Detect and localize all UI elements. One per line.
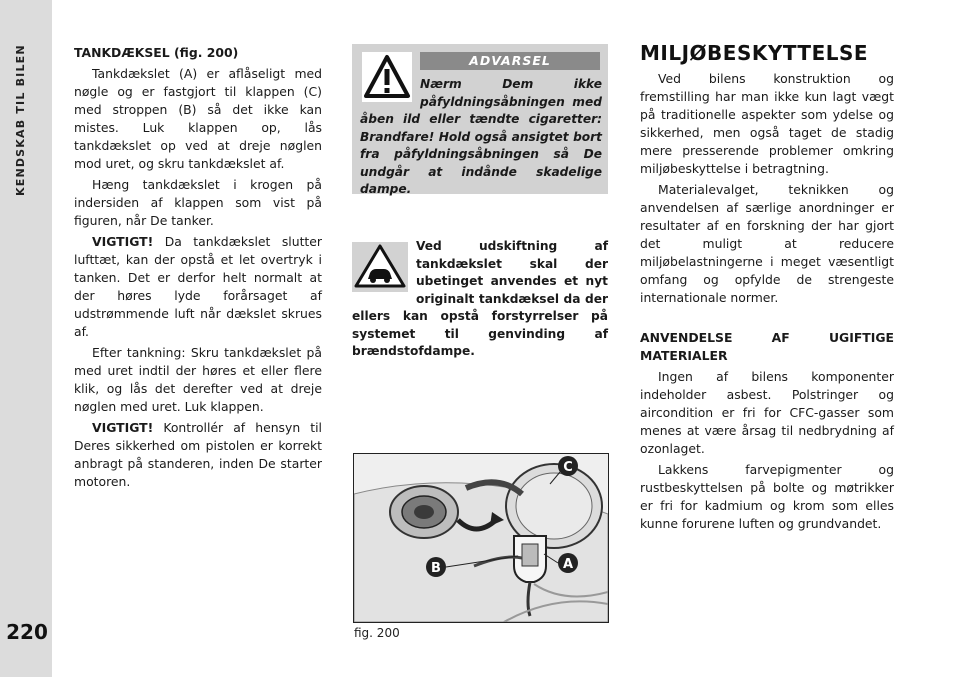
section-title: KENDSKAB TIL BILEN — [14, 44, 27, 196]
callout-b-label: B — [431, 561, 441, 576]
environment-heading: MILJØBESKYTTELSE — [640, 41, 869, 65]
non-toxic-materials-heading: ANVENDELSE AF UGIFTIGE MATERIALER — [640, 330, 894, 363]
callout-c-label: C — [563, 460, 573, 475]
fuel-cap-illustration — [354, 454, 608, 622]
figure-fuel-cap — [353, 453, 609, 623]
fuel-cap-heading: TANKDÆKSEL (fig. 200) — [74, 45, 239, 60]
side-strip — [0, 0, 52, 677]
important-text: Da tankdækslet slutter lufttæt, kan der opstå et let overtryk i tanken. Det er derfor helt normalt at der høres lyde forårsaget af udstrømmende luft når dækslet skrues af. — [74, 234, 322, 339]
warning-box — [352, 44, 608, 194]
page-number: 220 — [6, 620, 48, 644]
warning-title: ADVARSEL — [420, 52, 600, 70]
paragraph-fuel-cap-2: Hæng tankdækslet i krogen på indersiden af klappen som vist på figuren, når De tanker. — [74, 177, 322, 228]
figure-caption: fig. 200 — [354, 626, 400, 640]
warning-text: Nærm Dem ikke påfyldningsåbningen med åben ild eller tændte cigaretter: Brandfare! Hold også ansigtet bort fra påfyldningsåbningen så De undgår at indånde skadelige dampe. — [360, 77, 602, 196]
important-label: VIGTIGT! — [92, 420, 154, 435]
paragraph-pigments: Lakkens farvepigmenter og rustbeskyttelsen på bolte og møtrikker er fri for kadmium og krom som elles kunne forurene luften og grundvandet. — [640, 462, 894, 531]
paragraph-fuel-cap-1: Tankdækslet (A) er aflåseligt med nøgle og er fastgjort til klappen (C) med stroppen (B) så det ikke kan mistes. Luk klappen op, lås tankdækslet op ved at dreje nøglen mod uret, og skru tankdækslet af. — [74, 66, 322, 171]
paragraph-after-refuel: Efter tankning: Skru tankdækslet på med uret indtil der høres et eller flere klik, og lås det derefter ved at dreje nøglen med uret. Luk klappen. — [74, 345, 322, 414]
important-text: Kontrollér af hensyn til Deres sikkerhed om pistolen er korrekt anbragt på standeren, inden De starter motoren. — [74, 420, 322, 489]
paragraph-asbestos: Ingen af bilens komponenter indeholder asbest. Polstringer og aircondition er fri for CFC-gasser som menes at være årsag til nedbrydning af ozonlaget. — [640, 369, 894, 456]
left-column — [74, 44, 322, 491]
right-column — [640, 41, 894, 533]
fuel-cap-note — [352, 238, 608, 361]
paragraph-important-1 — [74, 233, 322, 341]
callout-a-label: A — [562, 557, 574, 572]
important-label: VIGTIGT! — [92, 234, 154, 249]
car-icon — [352, 242, 408, 292]
note-text: Ved udskiftning af tankdækslet skal der ubetinget anvendes et nyt originalt tankdæksel da der ellers kan opstå forstyrrelser på systemet til genvinding af brændstofdampe. — [352, 239, 608, 358]
paragraph-environment-2: Materialevalget, teknikken og anvendelsen af særlige anordninger er resultater af en forskning der har gjort det muligt at reducere miljøbelastningerne i meget væsentligt omfang og opfylde de strengeste internationale normer. — [640, 182, 894, 305]
paragraph-important-2 — [74, 419, 322, 491]
paragraph-environment-1: Ved bilens konstruktion og fremstilling har man ikke kun lagt vægt på traditionelle aspekter som ydelse og sikkerhed, men også taget de stadig mere presserende problemer omkring miljøbeskyttelse i betragtning. — [640, 71, 894, 176]
spacer — [640, 307, 894, 329]
